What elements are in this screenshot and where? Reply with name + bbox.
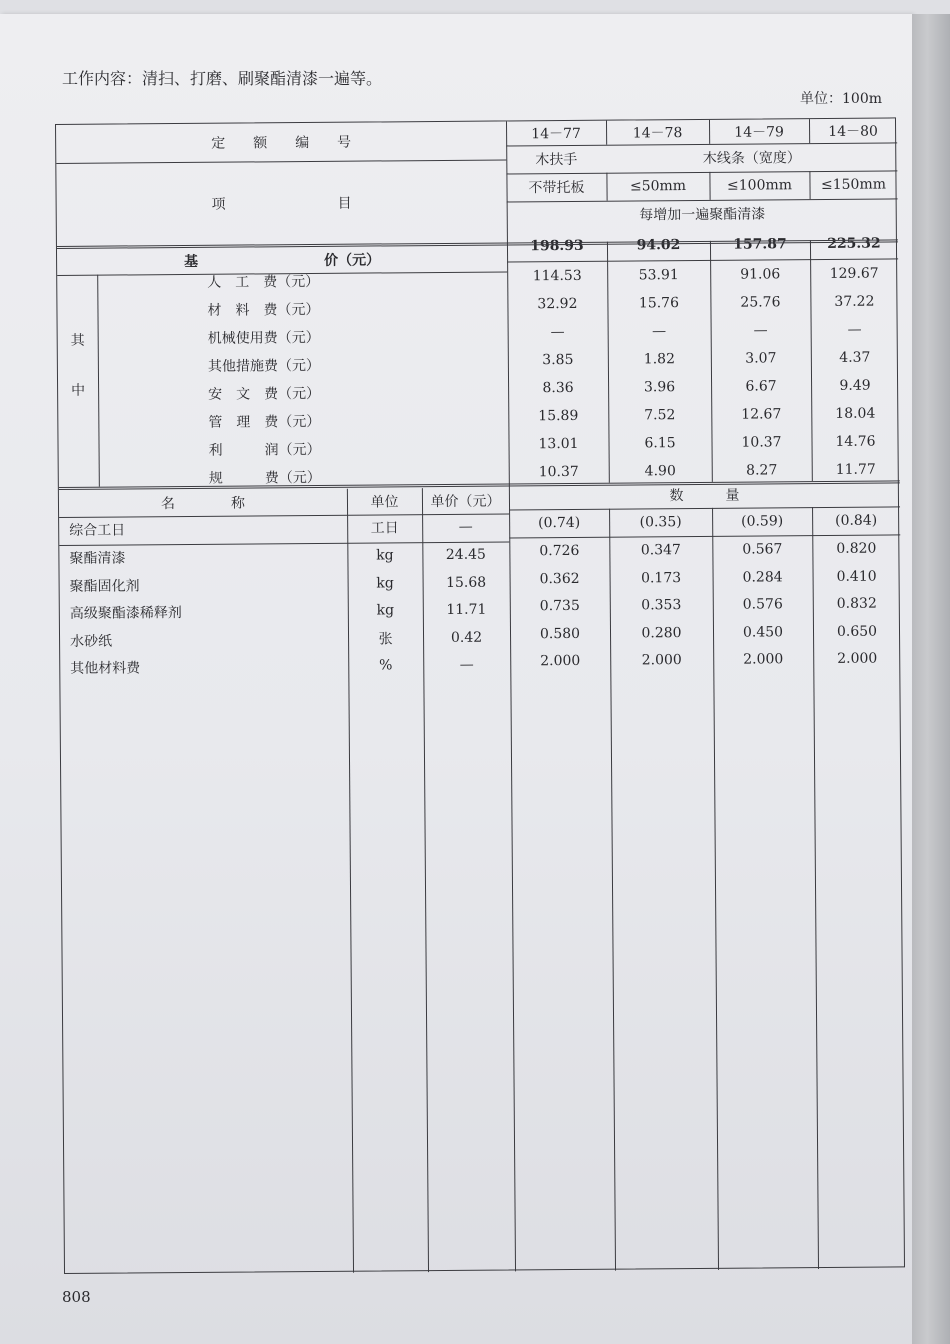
material-quantity: 0.580 bbox=[539, 625, 581, 642]
breakdown-value: 13.01 bbox=[538, 435, 579, 453]
breakdown-value: 18.04 bbox=[835, 405, 876, 422]
material-quantity: 0.650 bbox=[836, 623, 878, 640]
breakdown-value: 8.36 bbox=[542, 379, 574, 397]
material-quantity: (0.74) bbox=[538, 514, 581, 532]
material-name: 聚酯清漆 bbox=[69, 550, 126, 567]
category-handrail: 木扶手 bbox=[535, 151, 578, 169]
material-unit: kg bbox=[376, 547, 394, 564]
spec-150mm: ≤150mm bbox=[820, 176, 887, 193]
page-edge bbox=[912, 14, 950, 1344]
material-quantity: (0.59) bbox=[741, 513, 784, 530]
breakdown-value: — bbox=[753, 322, 768, 339]
material-quantity: 0.284 bbox=[742, 568, 783, 586]
work-content-text: 工作内容：清扫、打磨、刷聚酯清漆一遍等。 bbox=[62, 69, 383, 88]
grid-line bbox=[709, 172, 710, 200]
category-moulding: 木线条（宽度） bbox=[702, 150, 801, 167]
material-quantity: 0.410 bbox=[836, 568, 877, 585]
breakdown-value: 3.85 bbox=[542, 351, 574, 369]
breakdown-label: 机械使用费（元） bbox=[207, 329, 320, 347]
spec-no-pallet: 不带托板 bbox=[528, 179, 585, 197]
material-quantity: 0.832 bbox=[836, 595, 877, 612]
breakdown-value: 10.37 bbox=[741, 434, 782, 451]
material-price: 24.45 bbox=[445, 546, 487, 563]
material-price: 11.71 bbox=[446, 601, 487, 618]
material-name: 其他材料费 bbox=[70, 660, 141, 677]
breakdown-value: 114.53 bbox=[532, 267, 582, 285]
page-number: 808 bbox=[62, 1288, 91, 1306]
breakdown-label: 其他措施费（元） bbox=[207, 357, 320, 375]
base-price-14-77: 198.93 bbox=[530, 237, 584, 255]
material-name: 聚酯固化剂 bbox=[69, 577, 140, 595]
base-price-14-80: 225.32 bbox=[827, 235, 881, 252]
grid-line bbox=[606, 173, 607, 201]
base-price-14-78: 94.02 bbox=[636, 237, 681, 254]
materials-unit-header: 单位 bbox=[370, 494, 399, 511]
breakdown-value: 53.91 bbox=[638, 267, 679, 284]
material-quantity: 0.820 bbox=[836, 540, 877, 557]
material-unit: 工日 bbox=[370, 520, 399, 537]
material-name: 综合工日 bbox=[69, 522, 126, 539]
material-quantity: 0.280 bbox=[641, 624, 682, 641]
breakdown-value: 1.82 bbox=[643, 351, 676, 368]
material-quantity: 0.450 bbox=[742, 623, 784, 641]
breakdown-label: 利 润（元） bbox=[208, 441, 321, 459]
breakdown-value: 25.76 bbox=[740, 294, 781, 311]
material-quantity: 0.567 bbox=[742, 541, 783, 558]
item-label: 项 目 bbox=[211, 195, 352, 213]
note-extra-coat: 每增加一遍聚酯清漆 bbox=[639, 206, 766, 224]
material-price: 0.42 bbox=[450, 629, 483, 646]
material-unit: kg bbox=[376, 602, 395, 619]
quota-code-label: 定 额 编 号 bbox=[211, 134, 352, 152]
spec-50mm: ≤50mm bbox=[629, 178, 687, 195]
material-quantity: 0.576 bbox=[742, 596, 783, 613]
breakdown-value: 129.67 bbox=[829, 265, 879, 282]
material-quantity: 0.362 bbox=[539, 570, 580, 587]
material-quantity: 0.347 bbox=[640, 542, 681, 559]
breakdown-value: 4.37 bbox=[839, 349, 871, 366]
breakdown-value: 15.76 bbox=[638, 295, 680, 312]
materials-name-header: 名 称 bbox=[160, 495, 246, 513]
breakdown-value: 11.77 bbox=[835, 461, 876, 478]
breakdown-value: 32.92 bbox=[537, 295, 578, 313]
breakdown-value: 10.37 bbox=[538, 463, 579, 481]
grid-line bbox=[809, 119, 810, 143]
material-price: — bbox=[459, 656, 474, 673]
material-quantity: 2.000 bbox=[837, 650, 878, 667]
breakdown-label: 规 费（元） bbox=[208, 469, 321, 487]
material-quantity: 0.173 bbox=[640, 569, 682, 586]
breakdown-value: 3.96 bbox=[643, 379, 676, 396]
material-quantity: 0.353 bbox=[641, 597, 682, 614]
material-name: 高级聚酯漆稀释剂 bbox=[69, 605, 182, 622]
grid-line bbox=[809, 171, 810, 199]
breakdown-value: 4.90 bbox=[644, 463, 676, 480]
code-14-78: 14－78 bbox=[632, 125, 683, 142]
breakdown-label: 安 文 费（元） bbox=[208, 385, 321, 403]
material-unit: % bbox=[379, 657, 393, 674]
material-price: 15.68 bbox=[446, 574, 487, 591]
breakdown-value: 6.67 bbox=[745, 378, 777, 395]
grid-line bbox=[606, 121, 607, 145]
code-14-79: 14－79 bbox=[734, 124, 784, 141]
base-price-14-79: 157.87 bbox=[733, 236, 787, 253]
grid-line bbox=[97, 275, 100, 487]
material-quantity: 2.000 bbox=[641, 652, 682, 669]
breakdown-value: 37.22 bbox=[834, 293, 875, 310]
breakdown-value: 91.06 bbox=[740, 266, 781, 283]
grid-line bbox=[709, 120, 710, 144]
material-quantity: (0.84) bbox=[835, 512, 878, 529]
breakdown-value: 12.67 bbox=[741, 406, 782, 423]
breakdown-value: — bbox=[847, 321, 862, 338]
breakdown-value: 7.52 bbox=[644, 407, 676, 424]
breakdown-value: 14.76 bbox=[835, 433, 876, 450]
breakdown-value: — bbox=[652, 323, 667, 340]
material-unit: 张 bbox=[378, 630, 393, 647]
materials-quantity-header: 数 量 bbox=[669, 487, 740, 505]
quota-table bbox=[55, 117, 905, 1274]
material-quantity: 2.000 bbox=[743, 651, 784, 668]
code-14-77: 14－77 bbox=[531, 125, 581, 143]
breakdown-label: 人 工 费（元） bbox=[207, 273, 320, 291]
material-price: — bbox=[458, 518, 473, 535]
material-unit: kg bbox=[376, 574, 394, 591]
breakdown-value: — bbox=[550, 324, 565, 341]
group-label-qi: 其 bbox=[70, 332, 85, 349]
base-price-label: 基 价（元） bbox=[184, 252, 381, 270]
group-label-zhong: 中 bbox=[71, 382, 86, 399]
material-name: 水砂纸 bbox=[70, 633, 113, 650]
spec-100mm: ≤100mm bbox=[726, 177, 793, 194]
code-14-80: 14－80 bbox=[828, 123, 878, 140]
unit-label: 单位：100m bbox=[800, 91, 882, 107]
material-quantity: 0.726 bbox=[539, 542, 580, 560]
breakdown-value: 3.07 bbox=[745, 350, 777, 367]
breakdown-value: 9.49 bbox=[839, 377, 871, 394]
breakdown-value: 15.89 bbox=[538, 407, 579, 425]
breakdown-value: 6.15 bbox=[644, 435, 676, 452]
breakdown-label: 材 料 费（元） bbox=[207, 301, 320, 319]
breakdown-value: 8.27 bbox=[746, 462, 778, 479]
material-quantity: (0.35) bbox=[639, 514, 682, 531]
material-quantity: 2.000 bbox=[540, 652, 581, 670]
material-quantity: 0.735 bbox=[539, 597, 580, 615]
breakdown-label: 管 理 费（元） bbox=[208, 413, 321, 431]
materials-price-header: 单价（元） bbox=[430, 493, 501, 511]
